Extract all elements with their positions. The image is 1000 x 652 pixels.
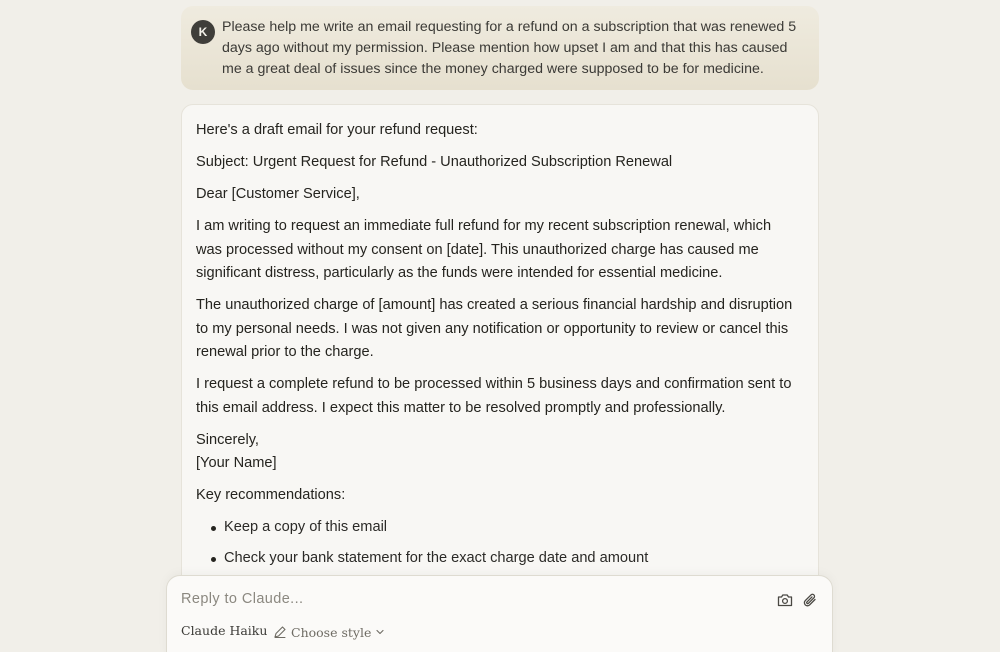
paragraph-line: this email address. I expect this matter to be resolved promptly and professionally. xyxy=(196,399,726,416)
email-signature: [Your Name] xyxy=(196,455,277,471)
choose-style-label: Choose style xyxy=(291,624,372,640)
assistant-message xyxy=(181,104,819,652)
paragraph-line: I am writing to request an immediate full refund for my recent subscription renewal, which xyxy=(196,218,772,234)
email-paragraph xyxy=(196,373,804,420)
camera-icon xyxy=(777,593,793,607)
recommendations-heading: Key recommendations: xyxy=(196,487,346,503)
paragraph-line: renewal prior to the charge. xyxy=(196,344,374,360)
user-avatar[interactable]: K xyxy=(191,20,215,44)
paragraph-line: The unauthorized charge of [amount] has created a serious financial hardship and disruption xyxy=(196,297,793,313)
attach-button[interactable] xyxy=(799,589,821,611)
list-item: Check your bank statement for the exact charge date and amount xyxy=(210,547,804,571)
paragraph-line: to my personal needs. I was not given any notification or opportunity to review or cancel this xyxy=(196,320,789,337)
user-message xyxy=(181,6,819,90)
paperclip-icon xyxy=(802,592,818,608)
paragraph-line: I request a complete refund to be processed within 5 business days and confirmation sent to xyxy=(196,376,792,392)
composer xyxy=(166,575,833,652)
email-subject: Subject: Urgent Request for Refund - Unauthorized Subscription Renewal xyxy=(196,154,673,170)
paragraph-line: significant distress, particularly as the funds were intended for essential medicine. xyxy=(196,265,723,281)
model-selector[interactable]: Claude Haiku xyxy=(181,623,268,638)
choose-style-button[interactable] xyxy=(273,622,385,642)
paragraph-line: was processed without my consent on [date]. This unauthorized charge has caused me xyxy=(196,241,759,258)
response-intro: Here's a draft email for your refund request: xyxy=(196,122,478,138)
email-paragraph xyxy=(196,294,804,365)
email-signoff xyxy=(196,429,804,476)
screenshot-button[interactable] xyxy=(774,589,796,611)
recommendations-list xyxy=(210,516,804,570)
email-greeting: Dear [Customer Service], xyxy=(196,186,360,202)
list-item: Keep a copy of this email xyxy=(210,516,804,540)
email-paragraph xyxy=(196,215,804,286)
reply-input[interactable] xyxy=(181,588,741,610)
email-closing: Sincerely, xyxy=(196,431,259,448)
chevron-down-icon xyxy=(375,627,385,637)
pen-icon xyxy=(273,625,287,639)
user-message-text: Please help me write an email requesting for a refund on a subscription that was renewed 5 days ago without my permission. Please mention how upset I am and that this has caused me a great deal of issues since the money charged were supposed to be for medicine. xyxy=(222,19,797,77)
